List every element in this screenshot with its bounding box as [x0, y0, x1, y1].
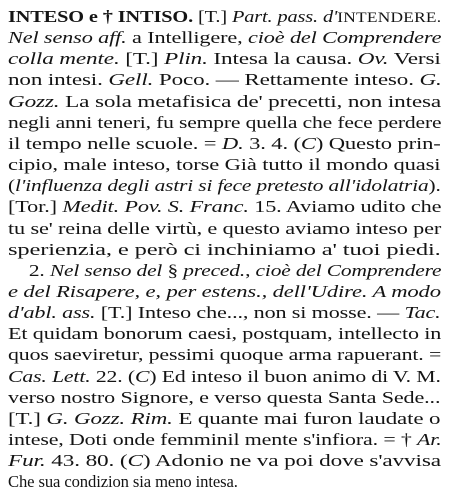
text-run: [T.] Inteso che..., non si mosse. — — [95, 303, 405, 323]
text-run: non intesi. — [8, 70, 109, 90]
text-run: La sola metafisica de' precetti, non intesa — [59, 91, 442, 111]
text-run: Plin. — [164, 49, 208, 69]
text-run: Intesa la causa. — [207, 49, 358, 69]
text-line — [8, 26, 441, 49]
text-line — [8, 449, 441, 472]
text-run: Gell. — [108, 70, 154, 90]
text-run: [T.] — [119, 49, 165, 69]
text-run: preced. — [183, 260, 246, 280]
text-run: Nel senso del — [49, 260, 163, 280]
text-run: l'influenza degli astri si fece pretesto all'idolatria — [14, 176, 429, 196]
text-run: ). — [428, 176, 441, 196]
text-line — [8, 47, 441, 70]
text-run: Et quidam bonorum caesi, postquam, intellecto in — [8, 324, 442, 344]
text-run: [T.] — [197, 7, 232, 26]
text-run: intese, Doti onde femminil mente s'infiora. = † — [8, 430, 418, 449]
text-run: § — [162, 260, 184, 280]
text-line — [8, 259, 441, 282]
text-run: 15. Aviamo udito che — [248, 197, 442, 217]
text-line — [8, 238, 441, 261]
text-run: G. Gozz. Rim. — [46, 408, 173, 428]
text-run: Poco. — Rettamente inteso. — [153, 70, 420, 90]
text-run: [Tor.] — [8, 197, 63, 217]
text-run: tu se' reina delle virtù, e questo aviamo inteso per — [8, 218, 442, 238]
text-run: ) Ed inteso il buon animo di V. M. — [149, 366, 441, 386]
text-run: 43. 80. ( — [45, 451, 128, 471]
text-run: Tac. — [404, 303, 441, 323]
text-run: negli anni teneri, fu sempre quella che fece perdere — [8, 112, 442, 132]
text-run: Medit. Pov. S. Franc. — [62, 197, 249, 217]
text-run: Ov. — [357, 49, 389, 69]
text-run: quos saeviretur, pessimi quoque arma rapuerant. = — [8, 345, 442, 365]
text-run: 22. ( — [90, 366, 135, 386]
text-run: cipio, male inteso, torse Già tutto il mondo quasi — [8, 155, 441, 175]
text-run: e del Risapere, e, per estens., dell'Udire. A modo — [8, 281, 441, 301]
text-line — [8, 111, 441, 134]
text-run: G. — [419, 70, 442, 90]
text-line — [8, 301, 441, 324]
text-line — [8, 195, 441, 218]
text-line — [8, 5, 441, 28]
text-line — [8, 407, 440, 430]
text-line — [8, 90, 441, 113]
text-line — [8, 428, 442, 451]
text-run: Che sua condizion sia meno intesa. — [8, 472, 238, 492]
text-line — [8, 343, 441, 366]
text-run: cioè del Comprendere — [248, 28, 442, 48]
text-run: D. — [221, 133, 244, 153]
text-run: INTENDERE. — [337, 10, 442, 26]
text-run: Nel senso aff. — [8, 28, 127, 48]
text-run: cioè del Comprendere — [255, 260, 442, 280]
text-line — [8, 470, 238, 493]
text-run: d'abl. ass. — [8, 303, 96, 323]
text-run: Cas. Lett. — [8, 366, 91, 386]
text-run: 3. 4. ( — [243, 133, 301, 153]
text-run: , — [245, 260, 256, 280]
text-line — [8, 174, 441, 197]
text-run: ) Adonio ne va poi dove s'avvisa — [142, 451, 441, 471]
text-run: colla mente. — [8, 49, 120, 69]
text-run: ( — [8, 176, 15, 196]
text-run: sperienzia, e però ci inchiniamo a' tuoi piedi. — [8, 239, 441, 259]
text-run: ) Questo prin- — [315, 133, 441, 153]
text-line — [8, 386, 440, 409]
text-run: C — [300, 133, 316, 153]
text-run: verso nostro Signore, e verso questa Santa Sede... — [8, 387, 441, 407]
text-run: 2. — [8, 260, 50, 280]
text-run: Versi — [388, 49, 441, 69]
text-run: a Intelligere, — [126, 28, 249, 48]
text-run: INTESO e † INTISO. — [8, 7, 198, 26]
text-run: E quante mai furon laudate o — [172, 408, 441, 428]
text-run: Ar. — [417, 430, 442, 449]
text-run: C — [134, 366, 150, 386]
text-run: C — [127, 451, 143, 471]
text-line — [8, 365, 441, 388]
text-line — [8, 322, 441, 345]
text-line — [8, 217, 441, 240]
text-line — [8, 132, 441, 155]
text-run: [T.] — [8, 408, 47, 428]
text-line — [8, 153, 440, 176]
text-run: Part. pass. d' — [231, 7, 338, 26]
text-line — [8, 280, 441, 303]
text-run: Gozz. — [8, 91, 60, 111]
text-run: Fur. — [8, 451, 46, 471]
text-run: il tempo nelle scuole. = — [8, 133, 222, 153]
text-line — [8, 68, 442, 91]
